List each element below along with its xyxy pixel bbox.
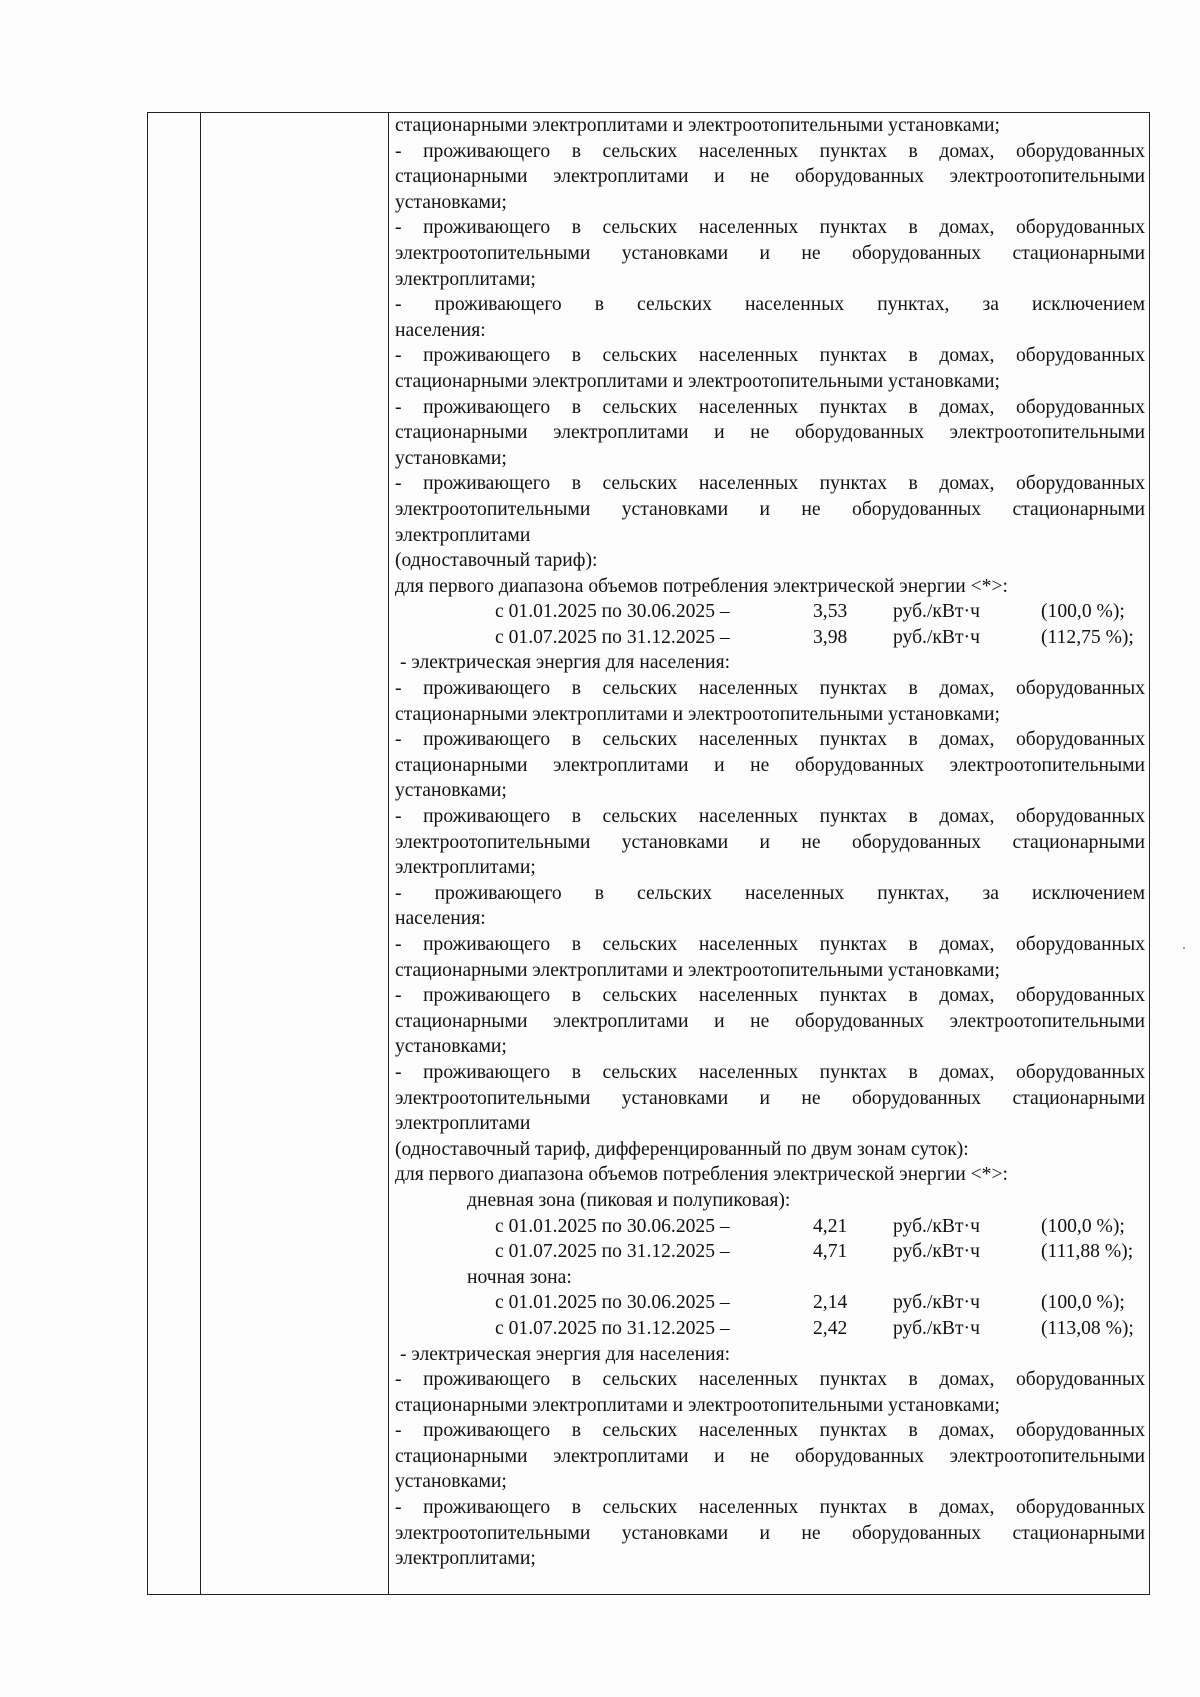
text-line: установками;	[395, 780, 507, 802]
text-line: стационарными электроплитами и не оборудованных электроотопительными	[395, 166, 1145, 188]
rate-percent: (113,08 %);	[1041, 1317, 1134, 1339]
column-divider	[388, 113, 389, 1594]
rate-unit: руб./кВт·ч	[893, 1241, 980, 1263]
rate-period: с 01.07.2025 по 31.12.2025 –	[495, 1317, 730, 1339]
rate-percent: (100,0 %);	[1041, 601, 1125, 623]
text-line: стационарными электроплитами и электроотопительными установками;	[395, 1394, 1000, 1416]
rate-period: с 01.01.2025 по 30.06.2025 –	[495, 1292, 730, 1314]
text-line: стационарными электроплитами и не оборудованных электроотопительными	[395, 1010, 1145, 1032]
text-line: для первого диапазона объемов потребления электрической энергии <*>:	[395, 1164, 1008, 1186]
text-line: - электрическая энергия для населения:	[400, 652, 731, 674]
text-line: электроотопительными установками и не оборудованных стационарными	[395, 831, 1145, 853]
rate-row	[395, 1290, 1145, 1316]
text-line: - проживающего в сельских населенных пунктах в домах, оборудованных	[395, 140, 1145, 162]
text-line: - проживающего в сельских населенных пунктах в домах, оборудованных	[395, 1061, 1145, 1083]
text-line: (одноставочный тариф):	[395, 550, 598, 572]
table-cell-text	[395, 113, 1145, 1572]
text-line: - проживающего в сельских населенных пунктах в домах, оборудованных	[395, 1497, 1145, 1519]
text-line: для первого диапазона объемов потребления электрической энергии <*>:	[395, 575, 1008, 597]
rate-percent: (112,75 %);	[1041, 626, 1134, 648]
text-line: - электрическая энергия для населения:	[400, 1343, 731, 1365]
rate-row	[395, 1239, 1145, 1265]
text-line: установками;	[395, 447, 507, 469]
rate-value: 2,14	[813, 1292, 848, 1314]
rate-period: с 01.07.2025 по 31.12.2025 –	[495, 626, 730, 648]
text-line: электроотопительными установками и не оборудованных стационарными	[395, 1087, 1145, 1109]
rate-row	[395, 599, 1145, 625]
text-line: электроотопительными установками и не оборудованных стационарными	[395, 1522, 1145, 1544]
rate-unit: руб./кВт·ч	[893, 626, 980, 648]
rate-unit: руб./кВт·ч	[893, 1292, 980, 1314]
rate-unit: руб./кВт·ч	[893, 1215, 980, 1237]
text-line: - проживающего в сельских населенных пунктах в домах, оборудованных	[395, 729, 1145, 751]
text-line: электроотопительными установками и не оборудованных стационарными	[395, 242, 1145, 264]
rate-percent: (100,0 %);	[1041, 1215, 1125, 1237]
text-line: стационарными электроплитами и электроотопительными установками;	[395, 115, 1000, 136]
text-line: электроотопительными установками и не оборудованных стационарными	[395, 498, 1145, 520]
rate-value: 4,21	[813, 1215, 848, 1237]
text-line: - проживающего в сельских населенных пунктах в домах, оборудованных	[395, 806, 1145, 828]
text-line: - проживающего в сельских населенных пунктах в домах, оборудованных	[395, 396, 1145, 418]
rate-value: 2,42	[813, 1317, 848, 1339]
text-line: - проживающего в сельских населенных пунктах в домах, оборудованных	[395, 934, 1145, 955]
rate-value: 3,98	[813, 626, 848, 648]
text-line: населения:	[395, 319, 486, 341]
text-line: электроплитами;	[395, 1548, 536, 1570]
text-line: стационарными электроплитами и электроотопительными установками;	[395, 370, 1000, 392]
rate-percent: (100,0 %);	[1041, 1292, 1125, 1314]
text-line: - проживающего в сельских населенных пунктах в домах, оборудованных	[395, 678, 1145, 700]
text-line: - проживающего в сельских населенных пунктах, за исключением	[395, 294, 1145, 316]
rate-unit: руб./кВт·ч	[893, 1317, 980, 1339]
text-line: - проживающего в сельских населенных пунктах, за исключением	[395, 882, 1145, 904]
rate-row	[395, 1316, 1145, 1342]
scan-speck	[1183, 947, 1185, 949]
text-line: стационарными электроплитами и электроотопительными установками;	[395, 959, 1000, 981]
text-line: стационарными электроплитами и не оборудованных электроотопительными	[395, 422, 1145, 444]
text-line: установками;	[395, 1036, 507, 1058]
text-line: стационарными электроплитами и не оборудованных электроотопительными	[395, 754, 1145, 776]
text-line: электроплитами	[395, 1113, 531, 1135]
rate-percent: (111,88 %);	[1041, 1241, 1134, 1263]
rate-period: с 01.01.2025 по 30.06.2025 –	[495, 1215, 730, 1237]
text-line: стационарными электроплитами и электроотопительными установками;	[395, 703, 1000, 725]
rate-row	[395, 625, 1145, 651]
rate-value: 3,53	[813, 601, 848, 623]
text-line: - проживающего в сельских населенных пунктах в домах, оборудованных	[395, 1420, 1145, 1442]
text-line: установками;	[395, 1471, 507, 1493]
text-line: - проживающего в сельских населенных пунктах в домах, оборудованных	[395, 345, 1145, 367]
text-line: - проживающего в сельских населенных пунктах в домах, оборудованных	[395, 985, 1145, 1007]
text-line: населения:	[395, 908, 486, 930]
text-line: электроплитами;	[395, 268, 536, 290]
rate-row	[395, 1214, 1145, 1240]
rate-period: с 01.07.2025 по 31.12.2025 –	[495, 1241, 730, 1263]
text-line: стационарными электроплитами и не оборудованных электроотопительными	[395, 1445, 1145, 1467]
text-line: (одноставочный тариф, дифференцированный по двум зонам суток):	[395, 1138, 969, 1160]
zone-heading: ночная зона:	[467, 1266, 572, 1288]
rate-value: 4,71	[813, 1241, 848, 1263]
text-line: - проживающего в сельских населенных пунктах в домах, оборудованных	[395, 217, 1145, 239]
zone-heading: дневная зона (пиковая и полупиковая):	[467, 1189, 791, 1211]
rate-period: с 01.01.2025 по 30.06.2025 –	[495, 601, 730, 623]
text-line: - проживающего в сельских населенных пунктах в домах, оборудованных	[395, 473, 1145, 495]
text-line: электроплитами	[395, 524, 531, 546]
column-divider	[200, 113, 201, 1594]
text-line: - проживающего в сельских населенных пунктах в домах, оборудованных	[395, 1369, 1145, 1391]
text-line: установками;	[395, 191, 507, 213]
text-line: электроплитами;	[395, 857, 536, 879]
rate-unit: руб./кВт·ч	[893, 601, 980, 623]
